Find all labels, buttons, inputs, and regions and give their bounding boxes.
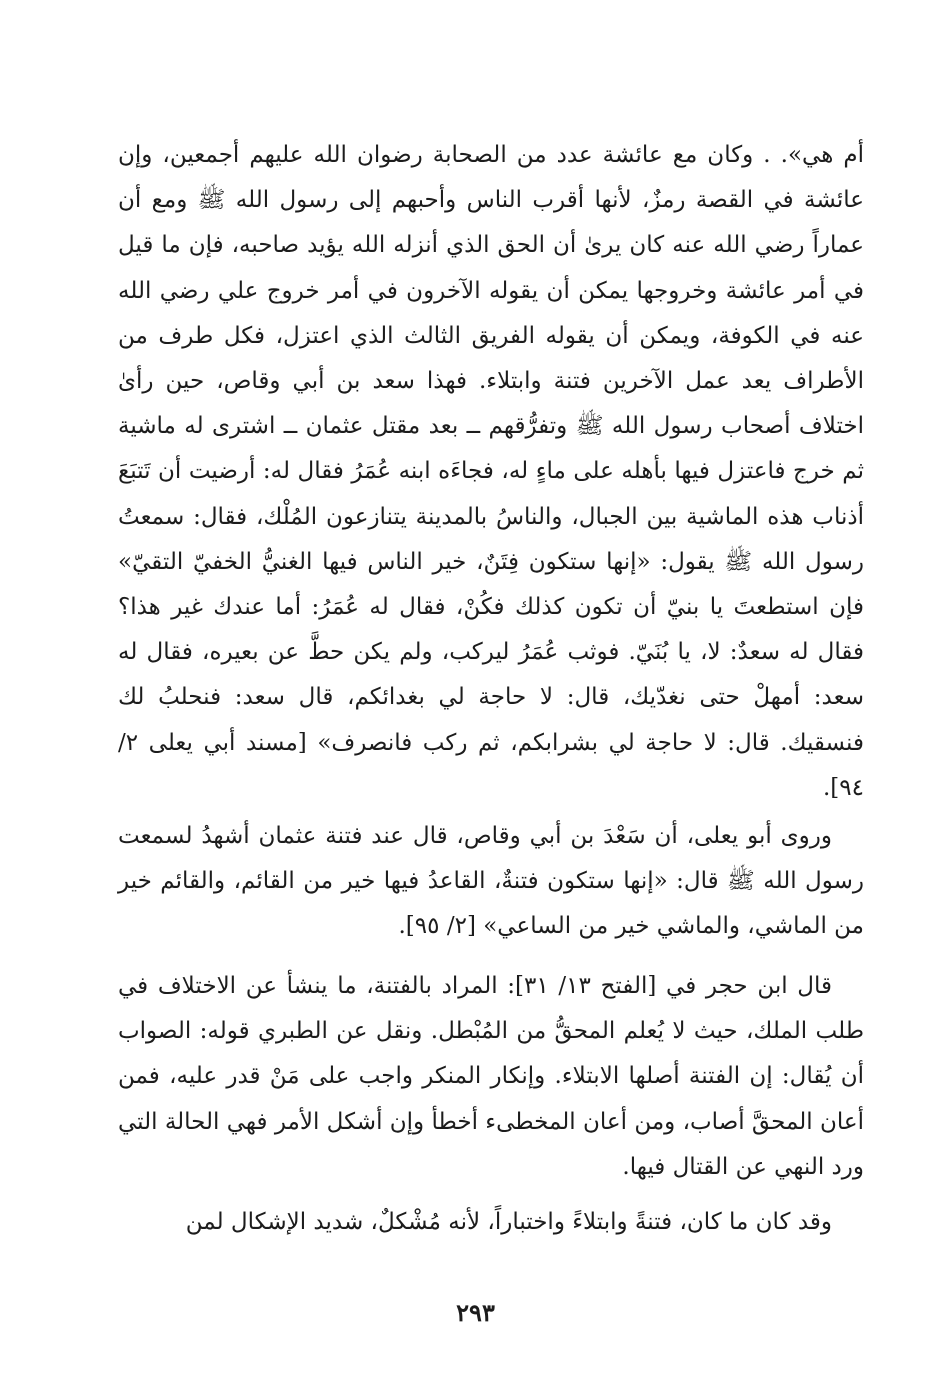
paragraph-4 xyxy=(118,1200,864,1245)
paragraph-3-text: قال ابن حجر في [الفتح ١٣/ ٣١]: المراد بالفتنة، ما ينشأ عن الاختلاف في طلب الملك، حيث لا يُعلم المحقُّ من المُبْطل. ونقل عن الطبري قوله: الصواب أن يُقال: إن الفتنة أصلها الابتلاء. وإنكار المنكر واجب على مَنْ قدر عليه، فمن أعان المحقَّ أصاب، ومن أعان المخطىء أخطأ وإن أشكل الأمر فهي الحالة التي ورد النهي عن القتال فيها. xyxy=(118,973,864,1180)
paragraph-2-text: وروى أبو يعلى، أن سَعْدَ بن أبي وقاص، قال عند فتنة عثمان أشهدُ لسمعت رسول الله ﷺ قال: «إنها ستكون فتنةٌ، القاعدُ فيها خير من القائم، والقائم خير من الماشي، والماشي خير من الساعي» [٢/ ٩٥]. xyxy=(118,823,864,940)
page-number: ٢٩٣ xyxy=(456,1298,495,1327)
paragraph-4-text: وقد كان ما كان، فتنةً وابتلاءً واختباراً، لأنه مُشْكلٌ، شديد الإشكال لمن xyxy=(185,1209,832,1235)
paragraph-3 xyxy=(118,964,864,1190)
paragraph-2 xyxy=(118,814,864,950)
paragraph-1 xyxy=(118,133,864,811)
paragraph-1-text: أم هي». . وكان مع عائشة عدد من الصحابة رضوان الله عليهم أجمعين، وإن عائشة في القصة رمزٌ، لأنها أقرب الناس وأحبهم إلى رسول الله ﷺ ومع أن عماراً رضي الله عنه كان يرىٰ أن الحق الذي أنزله الله يؤيد صاحبه، فإن ما قيل في أمر عائشة وخروجها يمكن أن يقوله الآخرون في أمر خروج علي رضي الله عنه في الكوفة، ويمكن أن يقوله الفريق الثالث الذي اعتزل، فكل طرف من الأطراف يعد عمل الآخرين فتنة وابتلاء. فهذا سعد بن أبي وقاص، حين رأىٰ اختلاف أصحاب رسول الله ﷺ وتفرُّقهم ــ بعد مقتل عثمان ــ اشترى له ماشية ثم خرج فاعتزل فيها بأهله على ماءٍ له، فجاءَه ابنه عُمَرُ فقال له: أرضيت أن تَتبَعَ أذناب هذه الماشية بين الجبال، والناسُ بالمدينة يتنازعون المُلْك، فقال: سمعتُ رسول الله ﷺ يقول: «إنها ستكون فِتَنٌ، خير الناس فيها الغنيُّ الخفيّ التقيّ» فإن استطعتَ يا بنيّ أن تكون كذلك فكُنْ، فقال له عُمَرُ: أما عندك غير هذا؟ فقال له سعدٌ: لا، يا بُنَيّ. فوثب عُمَرُ ليركب، ولم يكن حطَّ عن بعيره، فقال له سعد: أمهلْ حتى نغدّيك، قال: لا حاجة لي بغدائكم، قال سعد: فنحلبُ لك فنسقيك. قال: لا حاجة لي بشرابكم، ثم ركب فانصرف» [مسند أبي يعلى ٢/ ٩٤]. xyxy=(118,142,864,801)
